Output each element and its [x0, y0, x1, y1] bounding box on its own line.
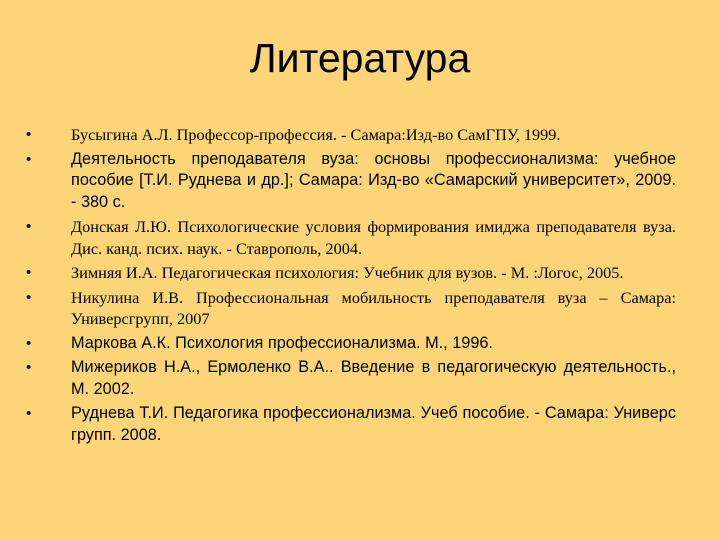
reference-text: Никулина И.В. Профессиональная мобильность преподавателя вуза – Самара: Универсгрупп, 2007 — [71, 287, 676, 328]
reference-text: Мижериков Н.А., Ермоленко В.А.. Введение в педагогическую деятельность., М. 2002. — [71, 358, 676, 398]
reference-item — [26, 124, 676, 146]
reference-item — [26, 287, 676, 330]
bullet-icon: • — [26, 150, 32, 168]
bullet-icon: • — [26, 359, 32, 376]
reference-item — [26, 357, 676, 400]
reference-item — [26, 333, 676, 355]
bullet-icon: • — [26, 264, 32, 281]
reference-item — [26, 262, 676, 284]
reference-item — [26, 149, 676, 214]
reference-item — [26, 216, 676, 259]
bullet-icon: • — [26, 126, 32, 143]
reference-text: Зимняя И.А. Педагогическая психология: Учебник для вузов. - М. :Логос, 2005. — [71, 263, 624, 282]
reference-text: Руднева Т.И. Педагогика профессионализма. Учеб пособие. - Самара: Универс групп. 2008. — [71, 404, 676, 444]
reference-text: Маркова А.К. Психология профессионализма. М., 1996. — [71, 333, 493, 352]
bullet-icon: • — [26, 218, 32, 235]
bullet-icon: • — [26, 405, 32, 422]
reference-text: Деятельность преподавателя вуза: основы профессионализма: учебное пособие [Т.И. Руднева и др.]; Самара: Изд-во «Самарский университет», 2009. - 380 с. — [71, 149, 676, 211]
reference-item — [26, 403, 676, 446]
reference-text: Донская Л.Ю. Психологические условия формирования имиджа преподавателя вуза. Дис. канд. псих. наук. - Ставрополь, 2004. — [71, 217, 676, 258]
reference-list — [26, 124, 676, 446]
reference-text: Бусыгина А.Л. Профессор-профессия. - Самара:Изд-во СамГПУ, 1999. — [71, 125, 561, 144]
slide-title: Литература — [249, 35, 471, 81]
bullet-icon: • — [26, 288, 32, 306]
bullet-icon: • — [26, 334, 32, 352]
